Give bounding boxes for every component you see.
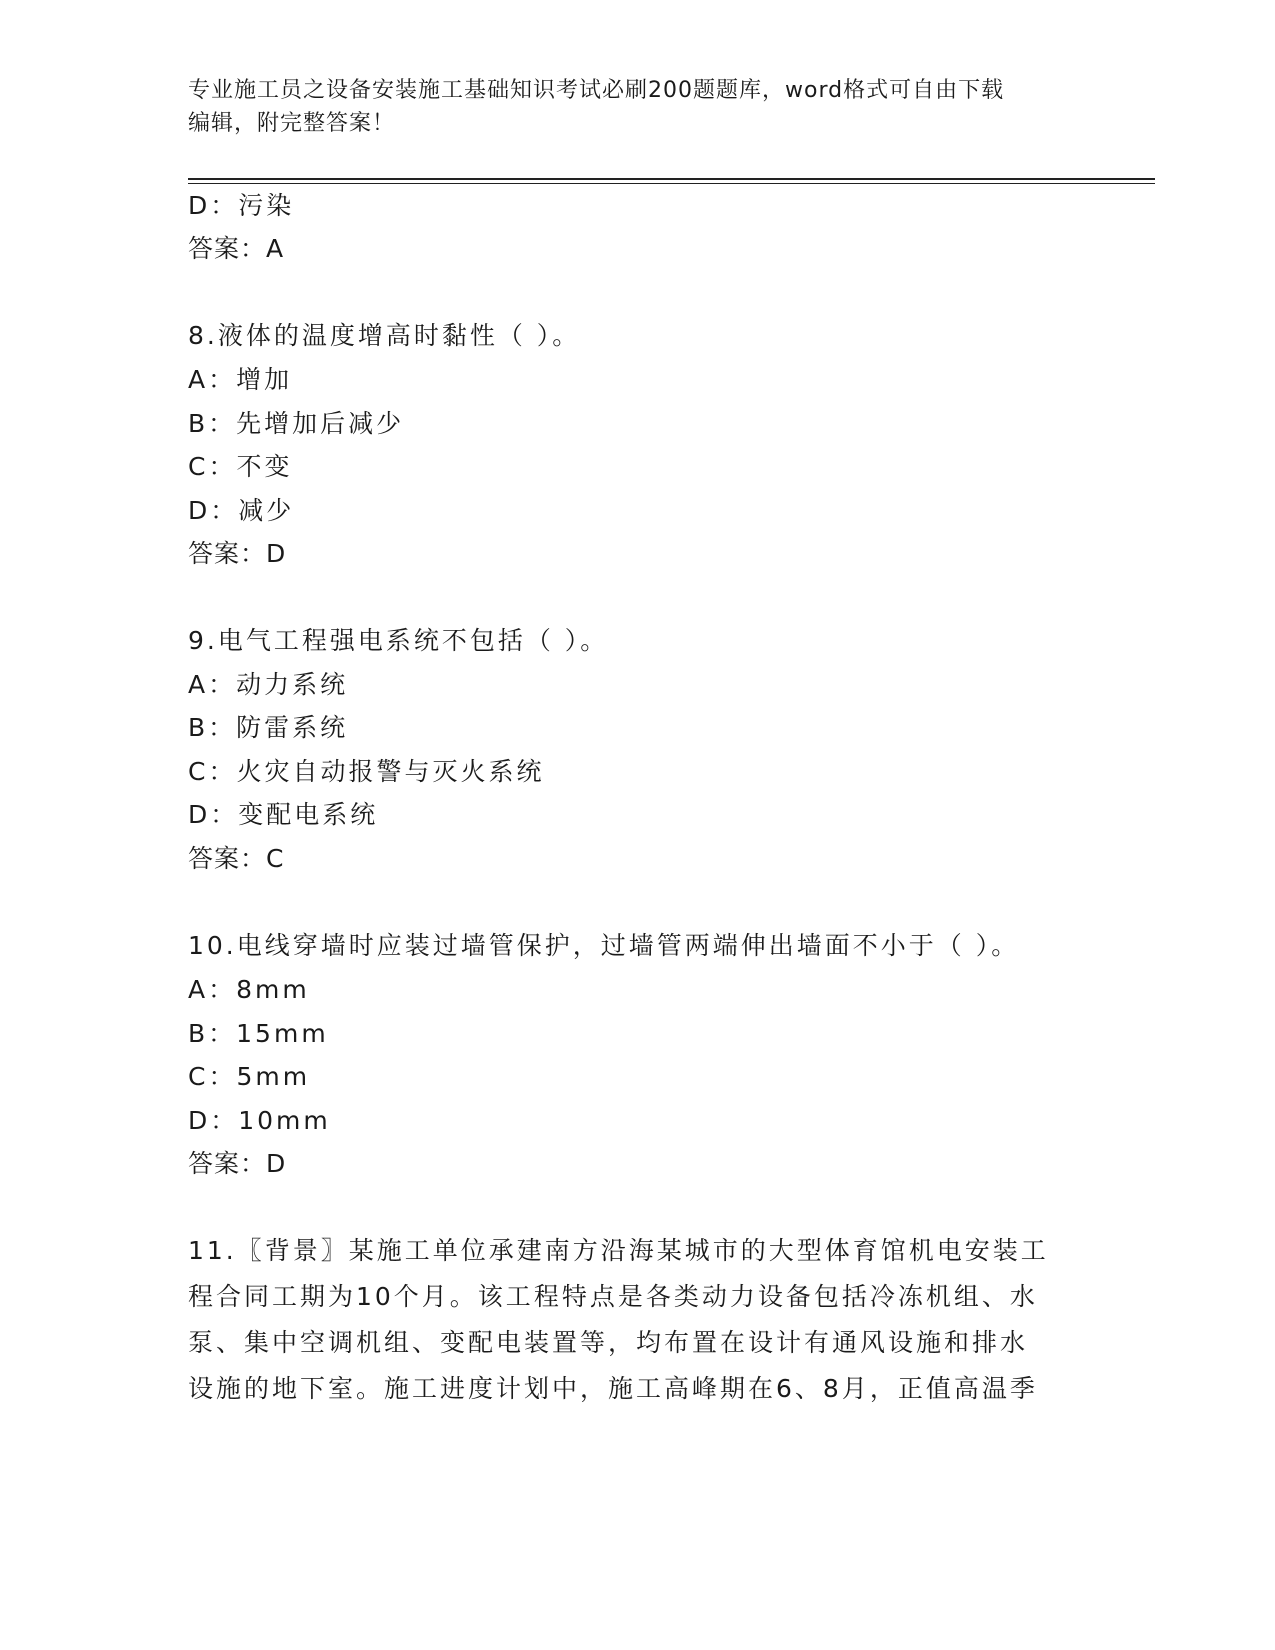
header-divider-thin — [188, 183, 1155, 184]
q9-option-c: C：火灾自动报警与灭火系统 — [188, 757, 545, 786]
q11-line-3: 泵、集中空调机组、变配电装置等，均布置在设计有通风设施和排水 — [188, 1328, 1029, 1357]
header-divider-thick — [188, 178, 1155, 180]
q8-option-d: D：减少 — [188, 496, 295, 525]
q11-line-2: 程合同工期为10个月。该工程特点是各类动力设备包括冷冻机组、水 — [188, 1282, 1038, 1311]
q11-line-1: 11.〖背景〗某施工单位承建南方沿海某城市的大型体育馆机电安装工 — [188, 1236, 1049, 1265]
q7-option-d: D：污染 — [188, 191, 295, 220]
q11-paragraph — [188, 1228, 1078, 1412]
q9-option-b: B：防雷系统 — [188, 713, 349, 742]
q10-option-c: C：5mm — [188, 1062, 311, 1091]
q10-option-b: B：15mm — [188, 1019, 329, 1048]
header-title-line-1: 专业施工员之设备安装施工基础知识考试必刷200题题库，word格式可自由下载 — [188, 78, 1005, 103]
q9-stem: 9.电气工程强电系统不包括（ ）。 — [188, 626, 609, 655]
q8-option-b: B：先增加后减少 — [188, 409, 405, 438]
q7-answer: 答案：A — [188, 234, 285, 263]
q11-line-4: 设施的地下室。施工进度计划中，施工高峰期在6、8月，正值高温季 — [188, 1374, 1038, 1403]
q9-option-a: A：动力系统 — [188, 670, 349, 699]
q8-stem: 8.液体的温度增高时黏性（ ）。 — [188, 321, 581, 350]
q9-answer: 答案：C — [188, 844, 285, 873]
q8-option-c: C：不变 — [188, 452, 293, 481]
header-title-line-2: 编辑，附完整答案！ — [188, 111, 396, 136]
q8-answer: 答案：D — [188, 539, 287, 568]
q10-stem: 10.电线穿墙时应装过墙管保护，过墙管两端伸出墙面不小于（ ）。 — [188, 931, 1020, 960]
q9-option-d: D：变配电系统 — [188, 800, 379, 829]
q10-option-d: D：10mm — [188, 1106, 331, 1135]
q10-answer: 答案：D — [188, 1149, 287, 1178]
q10-option-a: A：8mm — [188, 975, 310, 1004]
document-header — [188, 74, 1088, 140]
q8-option-a: A：增加 — [188, 365, 293, 394]
